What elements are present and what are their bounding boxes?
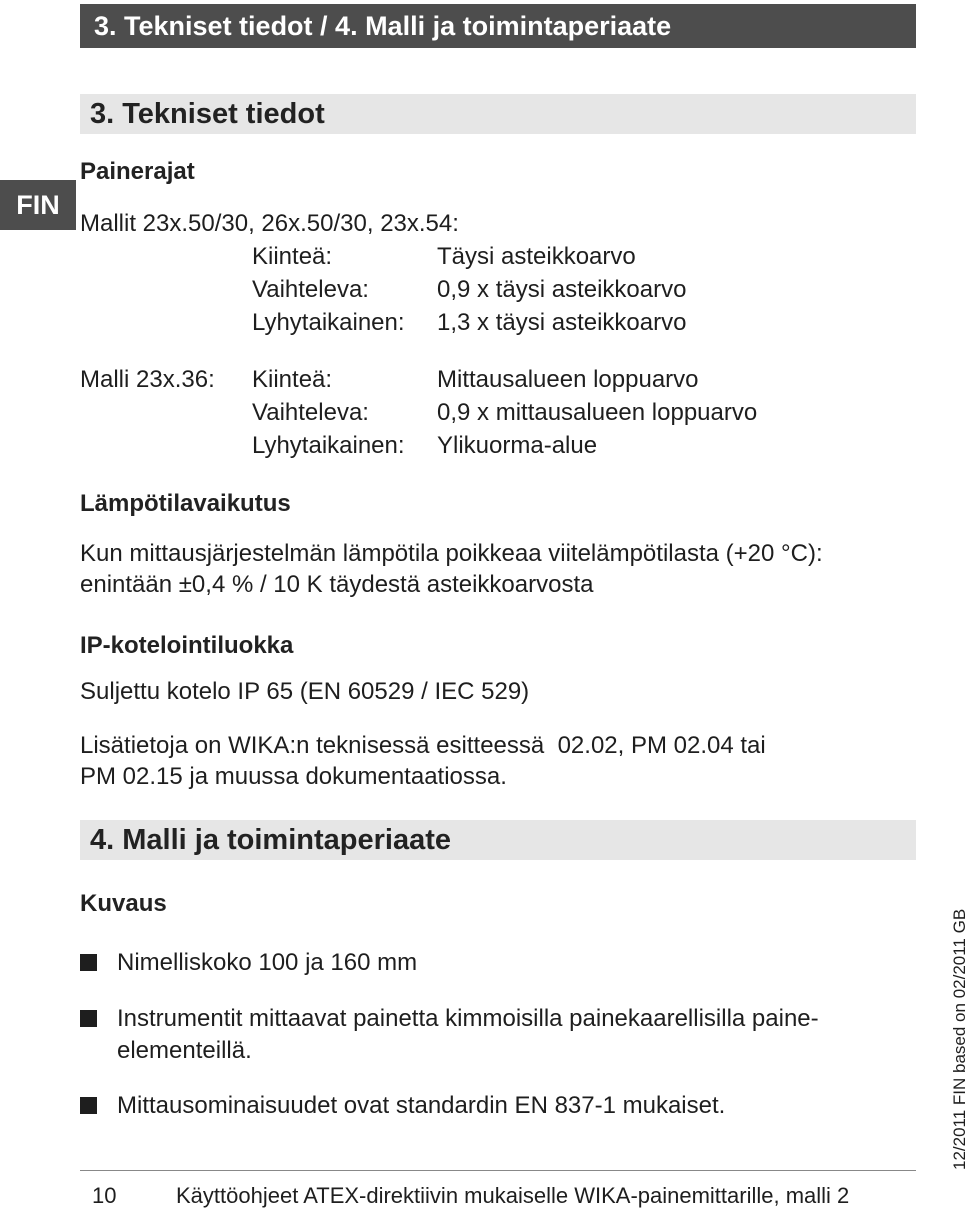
more-info-line-2: PM 02.15 ja muussa dokumentaatiossa. — [80, 763, 507, 790]
ip-heading: IP-kotelointiluokka — [80, 632, 294, 659]
temperature-heading: Lämpötilavaikutus — [80, 490, 291, 517]
bullet-square-3 — [80, 1097, 97, 1114]
bullet-square-1 — [80, 954, 97, 971]
footer-page-number: 10 — [92, 1183, 117, 1208]
more-info-line-1: Lisätietoja on WIKA:n teknisessä esitteessä 02.02, PM 02.04 tai — [80, 732, 766, 759]
description-heading: Kuvaus — [80, 890, 167, 917]
section-3-title-bar — [80, 94, 916, 134]
bullet-1-line-1: Nimelliskoko 100 ja 160 mm — [117, 949, 418, 976]
pressure-group2-label-2: Vaihteleva: — [252, 399, 369, 426]
footer-divider — [80, 1170, 916, 1171]
section-3-title: 3. Tekniset tiedot — [90, 97, 325, 130]
pressure-group1-value-1: Täysi asteikkoarvo — [437, 243, 636, 270]
language-tab-label: FIN — [16, 189, 60, 220]
section-4-title-bar — [80, 820, 916, 860]
section-4-title: 4. Malli ja toimintaperiaate — [90, 823, 451, 856]
bullet-2-line-1: Instrumentit mittaavat painetta kimmoisilla painekaarellisilla paine- — [117, 1005, 819, 1032]
page-header-title: 3. Tekniset tiedot / 4. Malli ja toimintaperiaate — [94, 10, 672, 41]
pressure-group2-value-1: Mittausalueen loppuarvo — [437, 366, 699, 393]
pressure-group1-label-1: Kiinteä: — [252, 243, 333, 270]
footer-text: Käyttöohjeet ATEX-direktiivin mukaiselle WIKA-painemittarille, malli 2 — [176, 1183, 850, 1208]
bullet-square-2 — [80, 1010, 97, 1027]
side-revision-note: 12/2011 FIN based on 02/2011 GB — [950, 908, 969, 1170]
pressure-group2-label-1: Kiinteä: — [252, 366, 333, 393]
pressure-group2-value-3: Ylikuorma-alue — [437, 432, 598, 459]
pressure-group1-label-3: Lyhytaikainen: — [252, 309, 405, 336]
pressure-group1-label-2: Vaihteleva: — [252, 276, 369, 303]
language-tab — [0, 180, 76, 230]
pressure-group1-models: Mallit 23x.50/30, 26x.50/30, 23x.54: — [80, 210, 459, 237]
pressure-group2-label-3: Lyhytaikainen: — [252, 432, 405, 459]
pressure-group2-value-2: 0,9 x mittausalueen loppuarvo — [437, 399, 758, 426]
bullet-3-line-1: Mittausominaisuudet ovat standardin EN 837-1 mukaiset. — [117, 1092, 726, 1119]
temperature-line-1: Kun mittausjärjestelmän lämpötila poikkeaa viitelämpötilasta (+20 °C): — [80, 540, 823, 567]
pressure-group1-value-3: 1,3 x täysi asteikkoarvo — [437, 309, 687, 336]
temperature-line-2: enintään ±0,4 % / 10 K täydestä asteikkoarvosta — [80, 571, 594, 598]
pressure-group2-models: Malli 23x.36: — [80, 366, 215, 393]
bullet-2-line-2: elementeillä. — [117, 1037, 252, 1064]
pressure-group1-value-2: 0,9 x täysi asteikkoarvo — [437, 276, 687, 303]
pressure-heading: Painerajat — [80, 158, 195, 185]
ip-text: Suljettu kotelo IP 65 (EN 60529 / IEC 529) — [80, 678, 530, 705]
page-header-bar — [80, 4, 916, 48]
